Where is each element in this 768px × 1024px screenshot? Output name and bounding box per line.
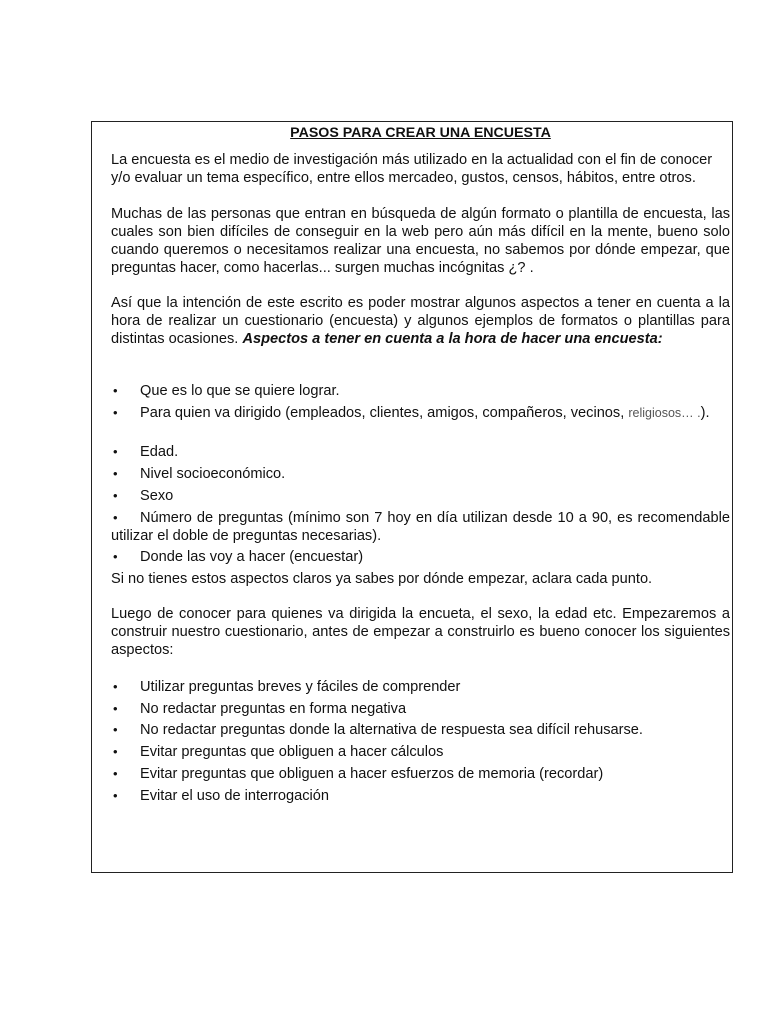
bullet-icon: • <box>113 766 118 781</box>
aspect-item: • Que es lo que se quiere lograr. <box>113 383 340 399</box>
tip-item: • Evitar el uso de interrogación <box>113 788 330 804</box>
bullet-icon: • <box>113 679 118 694</box>
tip-item: • No redactar preguntas en forma negativa <box>113 701 407 717</box>
aspect-item: • Número de preguntas (mínimo son 7 hoy en día utilizan desde 10 a 90, es recomendable utilizar el doble de preguntas necesarias). <box>111 510 730 544</box>
document-title: PASOS PARA CREAR UNA ENCUESTA <box>290 125 551 141</box>
bullet-icon: • <box>113 788 118 803</box>
aspect-tail-small: religiosos… . <box>628 406 701 420</box>
bullet-icon: • <box>113 744 118 759</box>
bullet-icon: • <box>113 701 118 716</box>
aspect-item: • Sexo <box>113 488 174 504</box>
aspect-item: • Nivel socioeconómico. <box>113 466 286 482</box>
bullet-icon: • <box>113 405 118 420</box>
paragraph-5: Luego de conocer para quienes va dirigida la encueta, el sexo, la edad etc. Empezaremos a construir nuestro cuestionario, antes de empezar a construirlo es bueno conocer los siguientes aspectos: <box>111 606 730 658</box>
tip-item: • No redactar preguntas donde la alternativa de respuesta sea difícil rehusarse. <box>113 722 643 738</box>
bullet-icon: • <box>113 510 118 525</box>
tip-item: • Utilizar preguntas breves y fáciles de comprender <box>113 679 461 695</box>
bullet-icon: • <box>113 444 118 459</box>
bullet-icon: • <box>113 488 118 503</box>
paragraph-2: Muchas de las personas que entran en búsqueda de algún formato o plantilla de encuesta, las cuales son bien difíciles de conseguir en la web pero aún más difícil en la mente, bueno solo cuando queremos o necesitamos realizar una encuesta, no sabemos por dónde empezar, que preguntas hacer, como hacerlas... surgen muchas incógnitas ¿? . <box>111 206 730 276</box>
bullet-icon: • <box>113 722 118 737</box>
paragraph-3-emphasis: Aspectos a tener en cuenta a la hora de hacer una encuesta: <box>242 331 663 347</box>
aspect-item: • Edad. <box>113 444 179 460</box>
aspect-tail-end: ). <box>700 405 710 421</box>
aspect-item: • Para quien va dirigido (empleados, clientes, amigos, compañeros, vecinos, religiosos… .). <box>113 405 710 421</box>
aspect-item: • Donde las voy a hacer (encuestar) <box>113 549 364 565</box>
tip-item: • Evitar preguntas que obliguen a hacer cálculos <box>113 744 444 760</box>
document-box <box>91 121 733 873</box>
bullet-icon: • <box>113 466 118 481</box>
paragraph-3 <box>111 294 730 348</box>
tip-item: • Evitar preguntas que obliguen a hacer esfuerzos de memoria (recordar) <box>113 766 604 782</box>
paragraph-3-text: Así que la intención de este escrito es poder mostrar algunos aspectos a tener en cuenta a la hora de realizar un cuestionario (encuesta) y algunos ejemplos de formatos o plantillas para distintas ocasiones. <box>111 295 730 347</box>
bullet-icon: • <box>113 383 118 398</box>
intro-paragraph: La encuesta es el medio de investigación más utilizado en la actualidad con el fin de conocer y/o evaluar un tema específico, entre ellos mercadeo, gustos, censos, hábitos, entre otros. <box>111 152 713 186</box>
bullet-icon: • <box>113 549 118 564</box>
closing-line: Si no tienes estos aspectos claros ya sabes por dónde empezar, aclara cada punto. <box>111 571 653 587</box>
